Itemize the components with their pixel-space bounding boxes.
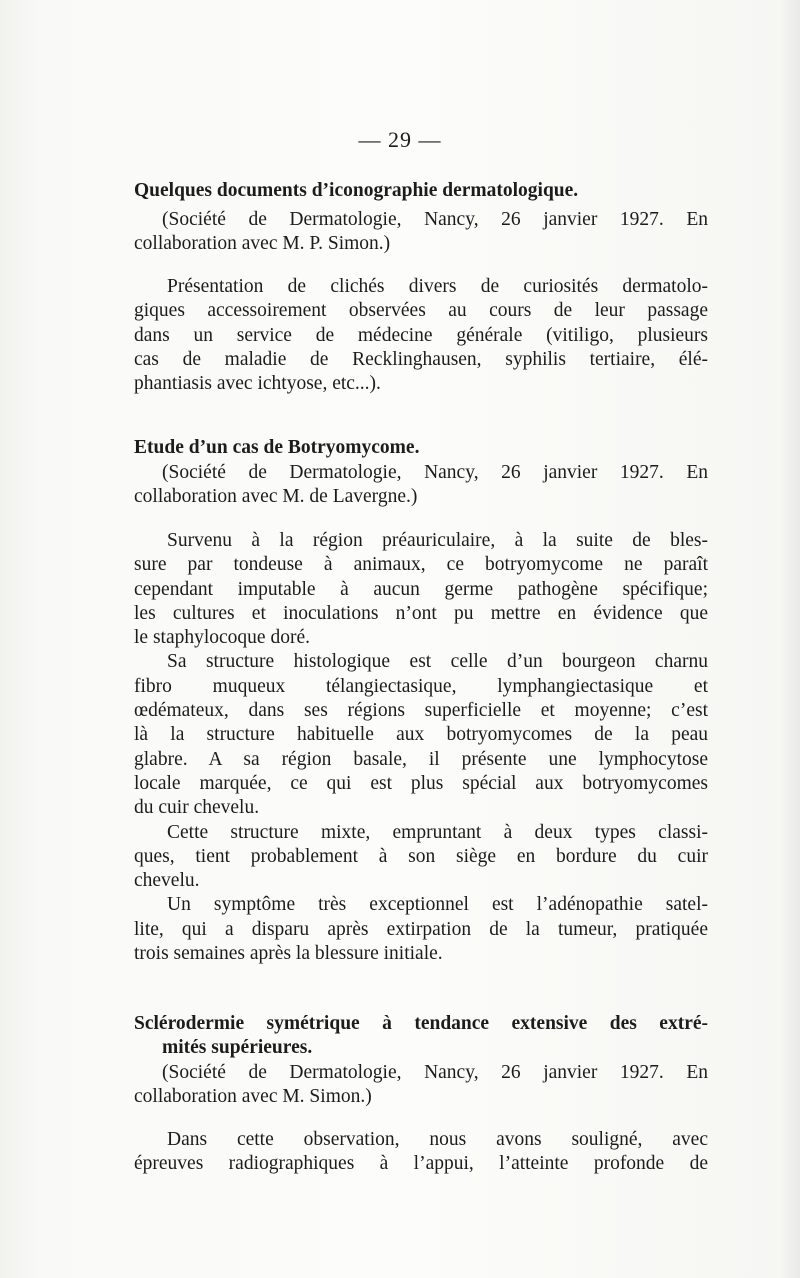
body-line: sure par tondeuse à animaux, ce botryomycome ne paraît: [134, 554, 708, 576]
body-line: ques, tient probablement à son siège en bordure du cuir: [134, 845, 708, 867]
body-line: fibro muqueux télangiectasique, lymphangiectasique et: [134, 675, 708, 697]
body-line: glabre. A sa région basale, il présente une lymphocytose: [134, 748, 708, 770]
heading-line: Sclérodermie symétrique à tendance extensive des extré-: [134, 1013, 708, 1034]
section-source: [134, 208, 708, 257]
section-heading: Etude d’un cas de Botryomycome.: [134, 437, 420, 458]
source-line: (Société de Dermatologie, Nancy, 26 janvier 1927. En: [162, 1062, 708, 1083]
body-line: cas de maladie de Recklinghausen, syphilis tertiaire, élé-: [134, 348, 708, 370]
section-source: [134, 1061, 708, 1110]
section-body: [134, 529, 708, 966]
body-line: là la structure habituelle aux botryomycomes de la peau: [134, 724, 708, 746]
body-line: giques accessoirement observées au cours de leur passage: [134, 300, 708, 322]
section-iconographie: [134, 179, 708, 203]
body-line: épreuves radiographiques à l’appui, l’atteinte profonde de: [134, 1153, 708, 1175]
body-line: du cuir chevelu.: [134, 797, 260, 819]
page-number: — 29 —: [358, 127, 442, 152]
section-body: [134, 1128, 708, 1177]
body-line: Dans cette observation, nous avons souligné, avec: [167, 1129, 708, 1150]
section-source: [134, 461, 708, 510]
body-line: phantiasis avec ichtyose, etc...).: [134, 373, 381, 395]
source-line: (Société de Dermatologie, Nancy, 26 janvier 1927. En: [162, 462, 708, 483]
body-line: œdémateux, dans ses régions superficielle et moyenne; c’est: [134, 700, 708, 722]
section-body: [134, 275, 708, 396]
body-line: chevelu.: [134, 870, 200, 892]
source-line: collaboration avec M. P. Simon.): [134, 233, 391, 255]
body-line: les cultures et inoculations n’ont pu mettre en évidence que: [134, 602, 708, 624]
body-line: lite, qui a disparu après extirpation de la tumeur, pratiquée: [134, 918, 708, 940]
source-line: (Société de Dermatologie, Nancy, 26 janvier 1927. En: [162, 209, 708, 230]
body-line: cependant imputable à aucun germe pathogène spécifique;: [134, 578, 708, 600]
body-line: le staphylocoque doré.: [134, 627, 310, 649]
section-sclerodermie: [134, 1012, 708, 1060]
body-line: Présentation de clichés divers de curiosités dermatolo-: [167, 276, 708, 297]
body-line: trois semaines après la blessure initiale.: [134, 943, 443, 965]
section-botryomycome: [134, 436, 708, 460]
body-line: Cette structure mixte, empruntant à deux types classi-: [167, 821, 708, 843]
section-heading: [134, 1012, 708, 1060]
source-line: collaboration avec M. Simon.): [134, 1086, 372, 1108]
heading-line: mités supérieures.: [162, 1037, 313, 1058]
body-line: dans un service de médecine générale (vitiligo, plusieurs: [134, 324, 708, 346]
body-line: Sa structure histologique est celle d’un bourgeon charnu: [167, 651, 708, 673]
source-line: collaboration avec M. de Lavergne.): [134, 486, 418, 508]
section-heading: Quelques documents d’iconographie dermatologique.: [134, 180, 579, 201]
body-line: Un symptôme très exceptionnel est l’adénopathie satel-: [167, 894, 708, 916]
body-line: Survenu à la région préauriculaire, à la suite de bles-: [167, 530, 708, 551]
body-line: locale marquée, ce qui est plus spécial aux botryomycomes: [134, 772, 708, 794]
